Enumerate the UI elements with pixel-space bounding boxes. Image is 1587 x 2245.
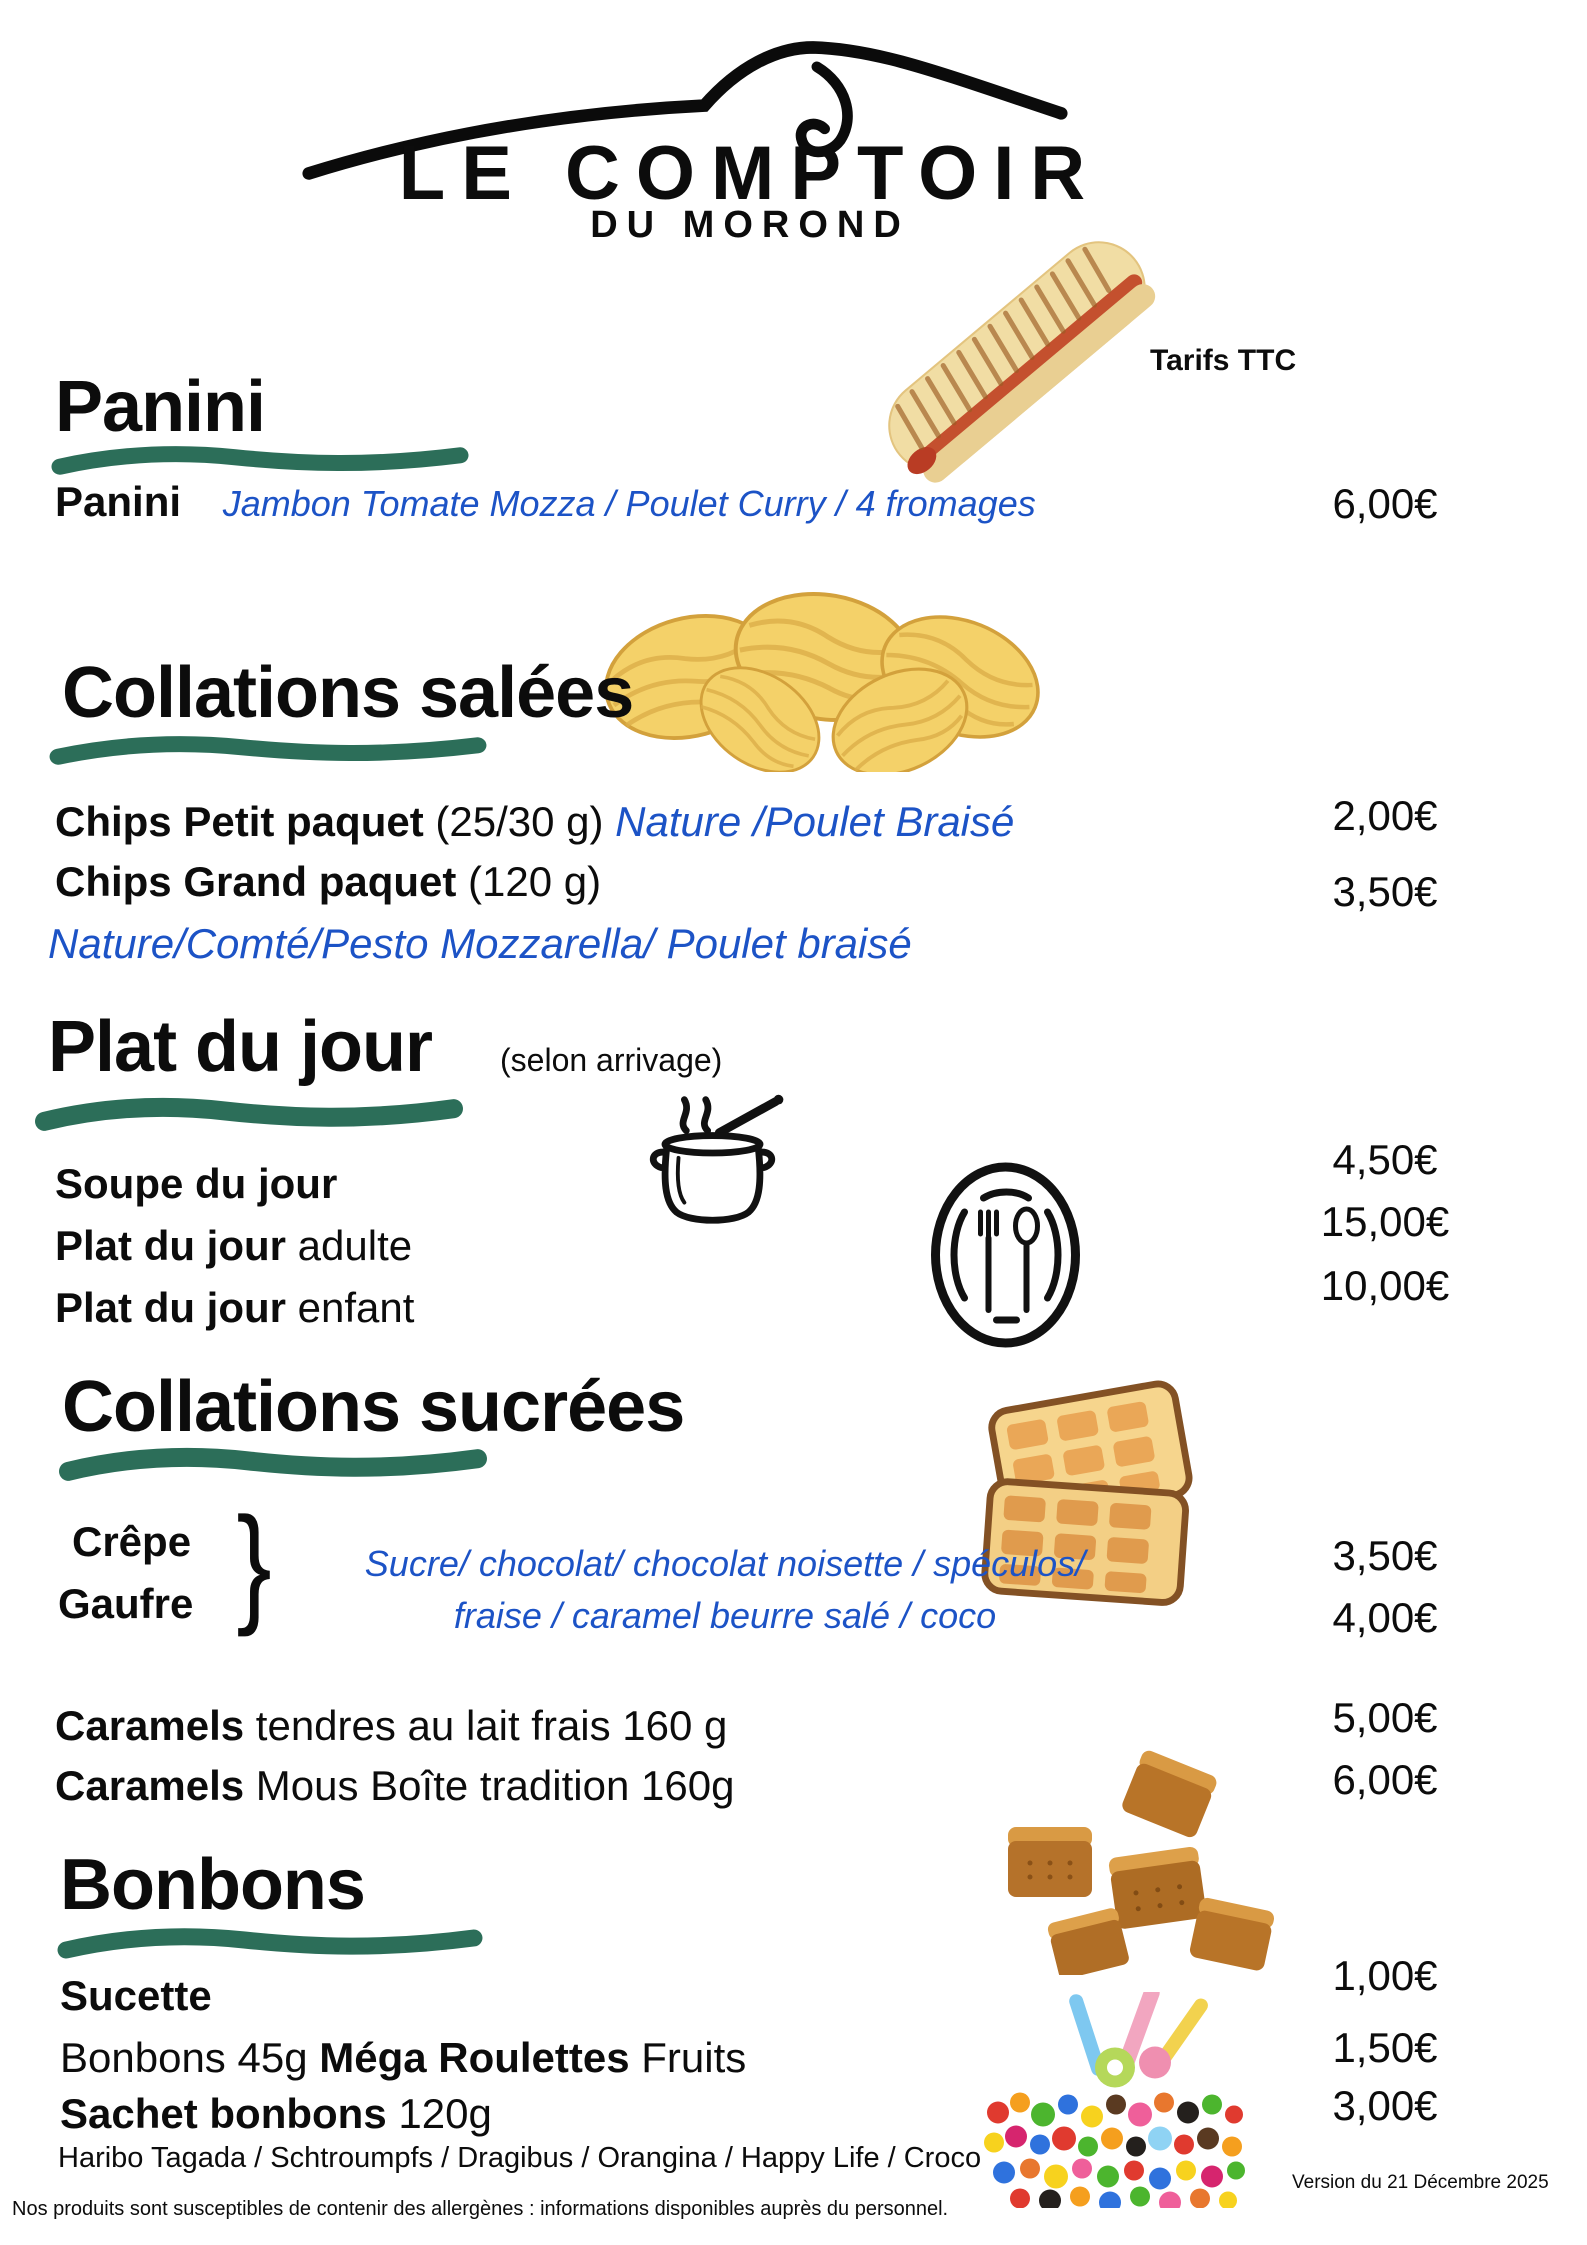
section-heading-daily: Plat du jour	[48, 1007, 432, 1087]
menu-item-daily-adult	[55, 1222, 412, 1270]
item-price: 5,00€	[1332, 1694, 1438, 1741]
item-name: Chips Petit paquet	[55, 798, 424, 845]
item-price: 3,00€	[1332, 2082, 1438, 2129]
item-name: Plat du jour	[55, 1284, 286, 1331]
menu-item-mega-roulettes	[60, 2034, 746, 2082]
item-name: Soupe du jour	[55, 1160, 338, 1207]
item-price: 15,00€	[1320, 1198, 1450, 1245]
version-note: Version du 21 Décembre 2025	[1292, 2172, 1549, 2193]
menu-item-panini	[55, 478, 1036, 526]
section-heading-sweet: Collations sucrées	[62, 1367, 685, 1447]
item-name: Caramels	[55, 1702, 245, 1749]
menu-item-chips-small	[55, 798, 1014, 846]
item-suffix: enfant	[286, 1284, 415, 1331]
menu-item-daily-child	[55, 1284, 414, 1332]
crepe-gaufre-flavors	[300, 1538, 1150, 1642]
caramels-photo	[980, 1735, 1280, 1975]
green-underline	[56, 1926, 484, 1962]
green-underline	[34, 1096, 464, 1134]
item-name: Plat du jour	[55, 1222, 286, 1269]
menu-item-soup	[55, 1160, 337, 1208]
allergen-note: Nos produits sont susceptibles de contenir des allergènes : informations disponibles auprès du personnel.	[12, 2198, 949, 2220]
item-price: 6,00€	[1332, 480, 1438, 527]
item-suffix: 120g	[386, 2090, 492, 2137]
item-price: 1,00€	[1332, 1952, 1438, 1999]
chips-flavors-line: Nature/Comté/Pesto Mozzarella/ Poulet braisé	[48, 920, 912, 967]
item-price: 4,00€	[1332, 1594, 1438, 1641]
brand-title: LE COMPTOIR	[398, 131, 1102, 216]
menu-item-sucette	[60, 1972, 212, 2020]
section-heading-bonbons: Bonbons	[60, 1845, 365, 1925]
brace-glyph: }	[236, 1490, 272, 1637]
menu-item-sachet-bonbons	[60, 2090, 492, 2138]
section-heading-salty: Collations salées	[62, 653, 634, 733]
item-name: Méga Roulettes	[319, 2034, 630, 2081]
item-prefix: Bonbons 45g	[60, 2034, 320, 2081]
flavors-line-2: fraise / caramel beurre salé / coco	[453, 1595, 997, 1636]
menu-item-caramels-mous	[55, 1762, 734, 1810]
item-name: Caramels	[55, 1762, 245, 1809]
item-price: 2,00€	[1332, 792, 1438, 839]
green-underline	[48, 734, 488, 768]
item-price: 6,00€	[1332, 1756, 1438, 1803]
item-detail: (25/30 g)	[423, 798, 616, 845]
green-underline	[50, 444, 470, 478]
item-name: Sucette	[60, 1972, 212, 2019]
item-flavors: Nature /Poulet Braisé	[615, 798, 1015, 845]
plate-cutlery-icon	[928, 1160, 1084, 1350]
item-detail: (120 g)	[456, 858, 602, 905]
item-name: Panini	[55, 478, 182, 525]
item-suffix: Fruits	[629, 2034, 747, 2081]
soup-pot-icon	[630, 1088, 795, 1253]
menu-item-caramels-tendres	[55, 1702, 727, 1750]
item-price: 10,00€	[1320, 1262, 1450, 1309]
brand-subtitle: DU MOROND	[590, 204, 910, 246]
menu-item-chips-large	[55, 858, 601, 906]
panini-photo	[855, 215, 1175, 495]
item-suffix: adulte	[286, 1222, 413, 1269]
tarifs-label: Tarifs TTC	[1150, 344, 1297, 377]
item-price: 1,50€	[1332, 2024, 1438, 2071]
item-suffix: Mous Boîte tradition 160g	[244, 1762, 735, 1809]
item-price: 4,50€	[1332, 1136, 1438, 1183]
item-price: 3,50€	[1332, 1532, 1438, 1579]
item-suffix: tendres au lait frais 160 g	[244, 1702, 728, 1749]
section-note: (selon arrivage)	[500, 1042, 723, 1078]
candy-photo	[980, 1992, 1250, 2208]
item-name: Sachet bonbons	[60, 2090, 387, 2137]
candy-brands-line: Haribo Tagada / Schtroumpfs / Dragibus / Orangina / Happy Life / Croco	[58, 2142, 982, 2174]
item-name: Chips Grand paquet	[55, 858, 457, 905]
green-underline	[58, 1446, 488, 1484]
gaufre-label: Gaufre	[58, 1580, 194, 1627]
flavors-line-1: Sucre/ chocolat/ chocolat noisette / spéculos/	[364, 1543, 1086, 1584]
section-heading-panini: Panini	[55, 367, 266, 447]
item-flavors: Jambon Tomate Mozza / Poulet Curry / 4 fromages	[222, 483, 1036, 524]
item-price: 3,50€	[1332, 868, 1438, 915]
chips-photo	[580, 562, 1070, 772]
crepe-label: Crêpe	[72, 1518, 192, 1565]
